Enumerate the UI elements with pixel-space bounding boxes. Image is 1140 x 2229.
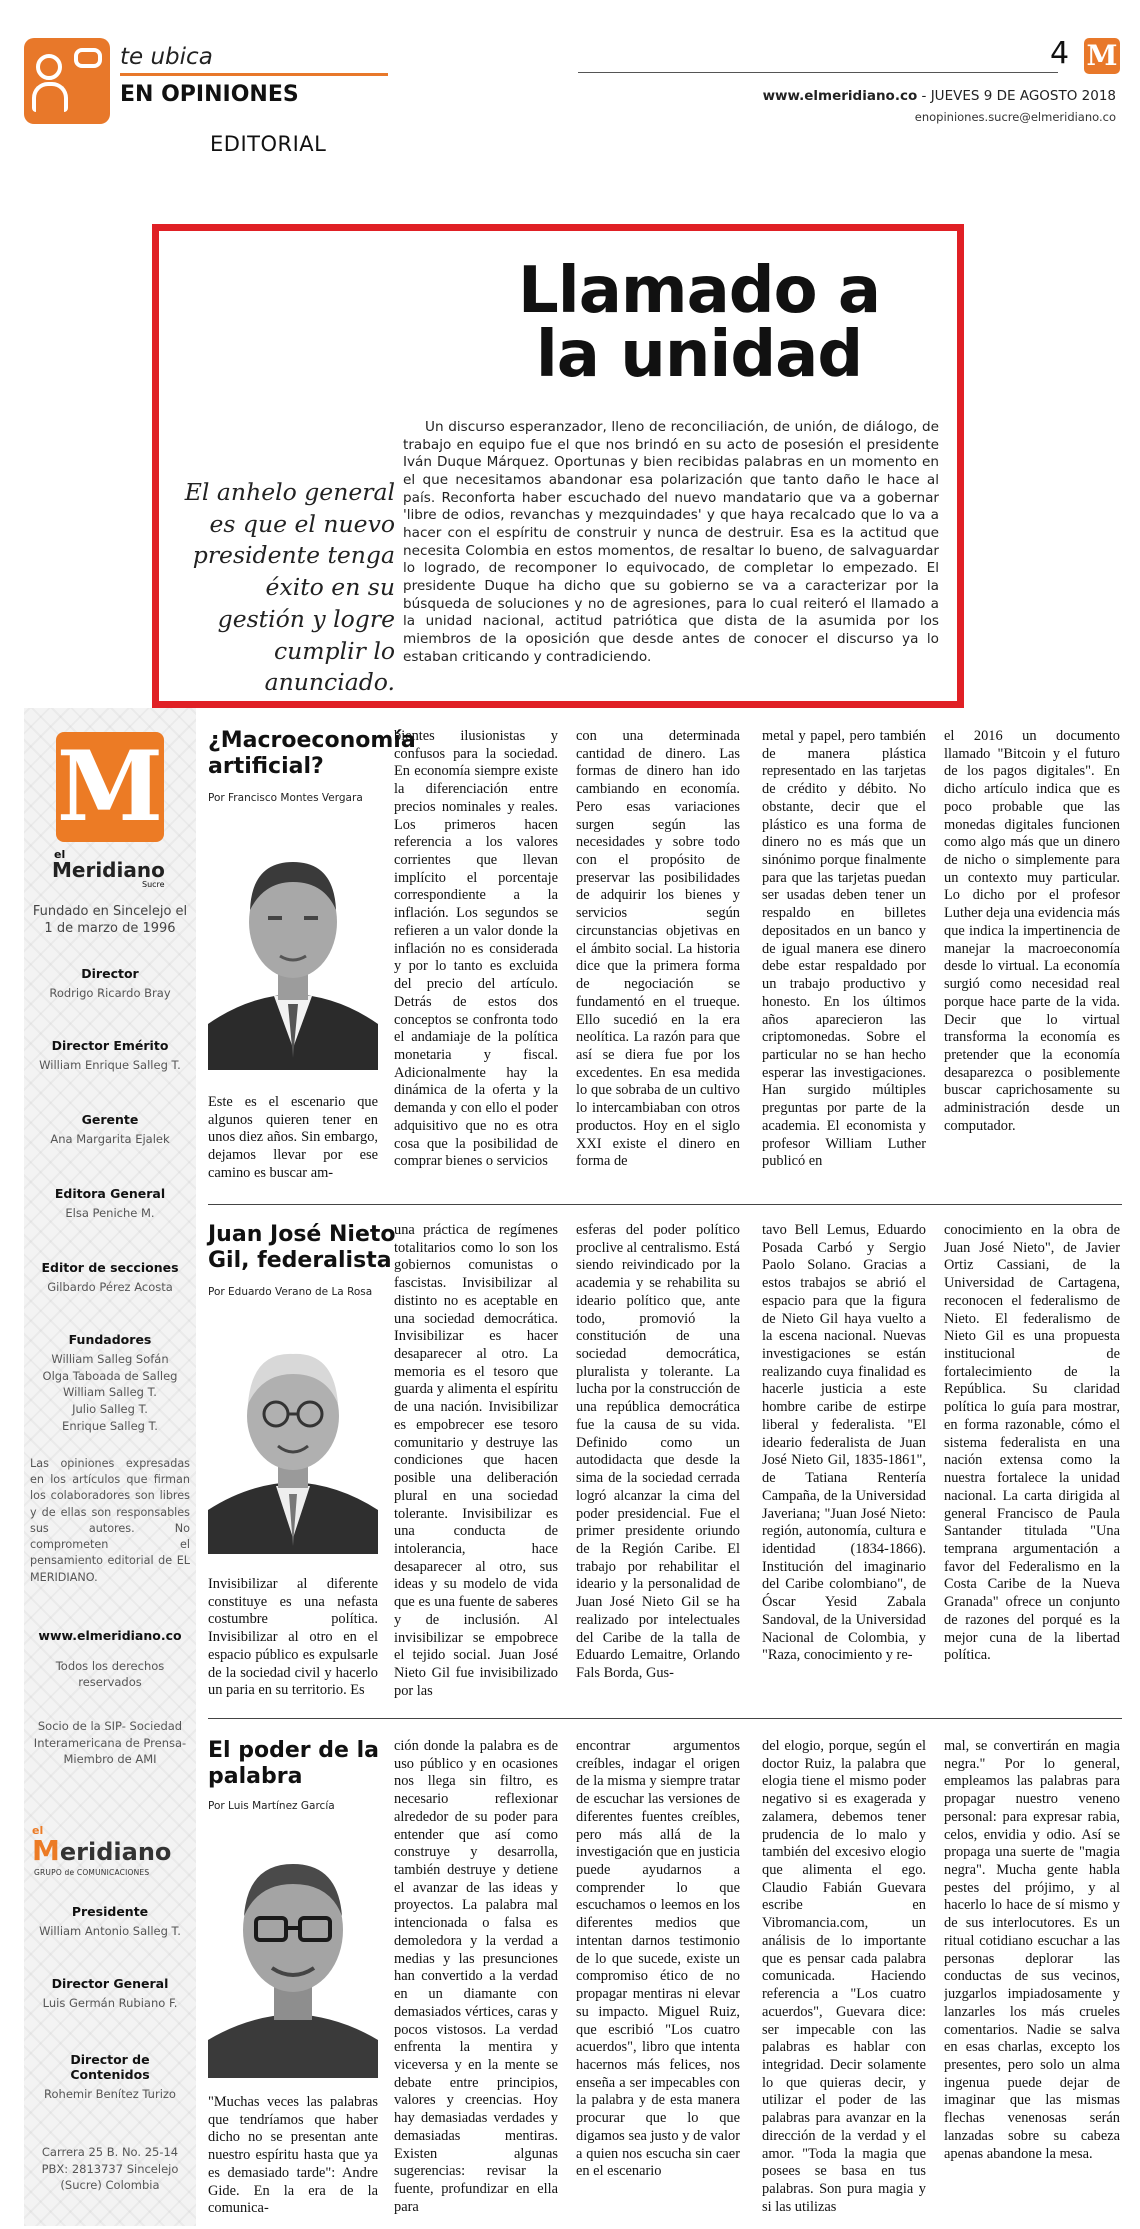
header-date: - JUEVES 9 DE AGOSTO 2018 — [917, 88, 1116, 104]
masthead-rights: Todos los derechos reservados — [55, 1659, 165, 1690]
group-director-contenidos — [28, 2052, 192, 2103]
staff-role: Presidente — [71, 1904, 149, 1919]
article-byline: Por Eduardo Verano de La Rosa — [208, 1286, 373, 1298]
masthead-logo: M — [56, 730, 164, 843]
article-column: encontrar argumentos creíbles, indagar el origen de la misma y siempre tratar de escuchar las versiones de diferentes fuentes creíbles, pero más allá de la investigación que en justicia puede ayudarnos a comprender lo que escuchamos o leemos en los diferentes medios que intentan darnos testimonio de lo que sucede, existe un compromiso ético de no propagar mentiras ni elevar su impacto. Miguel Ruiz, que escribió "Los cuatro acuerdos", libro que intenta hacernos más felices, nos enseña a ser impecables con la palabra y de esta manera procurar que lo que digamos sea justo y de valor a quien nos escucha sin caer en el escenario — [576, 1738, 740, 2180]
article-column: metal y papel, pero también de manera plástica representado en las tarjetas de crédito y débito. No obstante, decir que el plástico es una forma de dinero no es más que un sinónimo porque finalmente para que las tarjetas puedan ser usadas deben tener un respaldo en billetes depositados en un banco y de igual manera ese dinero debe estar respaldado por un trabajo productivo y honesto. En los últimos años aparecieron las criptomonedas. Sobre el particular no se han hecho esperar las investigaciones. Han surgido múltiples preguntas por parte de la academia. El economista y profesor William Luther publicó en — [762, 728, 926, 1170]
person-body-icon — [32, 82, 68, 112]
page-number: 4 — [1050, 36, 1070, 71]
article-title: ¿Macroeconomía artificial? — [208, 728, 416, 779]
article-column: con una determinada cantidad de dinero. Las formas de dinero han ido cambiando en economía. Pero esas variaciones surgen según las necesidades y sobre todo con el propósito de preservar las posibilidades de adquirir los bienes y servicios según circunstancias objetivas en el ámbito social. La historia dice que la primera forma de negociación se fundamentó en el trueque. Ello sucedió en la era neolítica. La razón para que así se diera fue por los excedentes. En esa medida lo que sobraba de un cultivo lo intercambiaban con otros productos. Hoy en el siglo XXI existe el dinero en forma de — [576, 728, 740, 1170]
staff-director — [28, 966, 192, 1002]
article-byline: Por Luis Martínez García — [208, 1800, 335, 1812]
editorial-box — [152, 224, 964, 708]
tagline-underline — [120, 73, 388, 76]
group-director-general — [28, 1976, 192, 2012]
person-icon — [36, 54, 62, 80]
staff-names: Elsa Peniche M. — [65, 1206, 155, 1220]
author-photo — [208, 1318, 378, 1554]
group-logo-prefix: el — [32, 1824, 44, 1837]
masthead-disclaimer: Las opiniones expresadas en los artículos que firman los colaboradores son libres y de ellas son responsables sus autores. No comprometen el pensamiento editorial de EL MERIDIANO. — [30, 1457, 190, 1584]
masthead-sip: Socio de la SIP- Sociedad Interamericana de Prensa- Miembro de AMI — [33, 1719, 187, 1767]
author-portrait-icon — [208, 1318, 378, 1554]
staff-names: Ana Margarita Ejalek — [50, 1132, 170, 1146]
article-title: Juan José Nieto Gil, federalista — [208, 1222, 396, 1273]
chat-bubble-icon — [74, 48, 102, 68]
staff-editor-secciones — [28, 1260, 192, 1296]
article-column: Invisibilizar al diferente constituye es una nefasta costumbre política. Invisibilizar al otro en el espacio público es expulsarle de la sociedad civil y hacerlo un paria en su territorio. Es — [208, 1576, 378, 1699]
staff-names: Gilbardo Pérez Acosta — [47, 1280, 173, 1294]
staff-role: Editora General — [54, 1186, 166, 1201]
article-separator — [208, 1204, 1122, 1205]
brand-logo: M — [1084, 38, 1120, 74]
article-column: conocimiento en la obra de Juan José Nieto", de Javier Ortiz Cassiani, de la Universidad de Cartagena, reconocen el federalismo de Nieto. El federalismo de Nieto Gil es una propuesta institucional de fortalecimiento de la República. Su claridad política lo guía para mostrar, en forma razonable, cómo el sistema federalista en una nación extensa como la nuestra fortalece la unidad nacional. La carta dirigida al general Francisco de Paula Santander titulada "Una temprana argumentación a favor del Federalismo en la Costa Caribe de la Nueva Granada" ofrece un conjunto de razones del porqué es la mejor cuna de la libertad política. — [944, 1222, 1120, 1664]
staff-role: Director — [81, 966, 139, 981]
author-portrait-icon — [208, 818, 378, 1070]
masthead-founded: Fundado en Sincelejo el 1 de marzo de 1996 — [32, 904, 188, 936]
masthead-address: Carrera 25 B. No. 25-14 PBX: 2813737 Sincelejo (Sucre) Colombia — [41, 2145, 179, 2193]
masthead-brand-name: Meridiano — [52, 858, 165, 882]
author-portrait-icon — [208, 1826, 378, 2078]
masthead-website[interactable]: www.elmeridiano.co — [38, 1628, 182, 1643]
staff-role: Director Emérito — [51, 1038, 169, 1053]
staff-role: Fundadores — [68, 1332, 152, 1347]
editorial-pullquote: El anhelo general es que el nuevo presidente tenga éxito en su gestión y logre cumplir lo anunciado. — [184, 478, 395, 697]
header-website[interactable]: www.elmeridiano.co — [762, 88, 918, 104]
staff-gerente — [28, 1112, 192, 1148]
group-logo-subtitle: GRUPO de COMUNICACIONES — [34, 1868, 150, 1877]
section-logo — [24, 38, 110, 124]
group-presidente — [28, 1904, 192, 1940]
header-date-line — [763, 88, 1116, 104]
header-rule — [578, 72, 1058, 73]
editorial-body: Un discurso esperanzador, lleno de reconciliación, de unión, de diálogo, de trabajo en equipo fue el que nos brindó en su acto de posesión el presidente Iván Duque Márquez. Oportunas y bien recibidas palabras en un momento en el que necesitamos abandonar esa polarización que tanto daño le hace al país. Reconforta haber escuchado del nuevo mandatario que va a gobernar 'libre de odios, revanchas y mezquindades' y que haya recalcado que lo va a hacer con el espíritu de construir y nunca de destruir. Esa es la actitud que necesita Colombia en estos momentos, de resaltar lo bueno, de salvaguardar lo logrado, de recomponer lo equivocado, de completar lo empezado. El presidente Duque ha dicho que su gobierno se va a caracterizar por la búsqueda de soluciones y no de agresiones, para lo cual reiteró el llamado a la unidad nacional, actitud patriótica que dista de la asumida por los miembros de la oposición que desde antes de conocer el discurso ya lo estaban criticando y contradiciendo. — [403, 419, 939, 665]
group-logo-name: eridiano — [59, 1838, 172, 1866]
editorial-title — [459, 254, 939, 392]
staff-names: Rodrigo Ricardo Bray — [49, 986, 171, 1000]
header-email[interactable]: enopiniones.sucre@elmeridiano.co — [914, 110, 1116, 124]
masthead-brand-region: Sucre — [142, 880, 165, 889]
article-column: el 2016 un documento llamado "Bitcoin y el futuro de los pagos digitales". En dicho artículo indica que es poco probable que las monedas digitales funcionen como algo más que un dinero de nicho o simplemente para un contexto muy particular. Lo dicho por el profesor Luther deja una evidencia más que indica la impertinencia de manejar la macroeconomía desde lo virtual. La economía surgió como necesidad real porque hace parte de la vida. Decir que lo virtual transforma la economía es pretender que la economía desaparezca o posiblemente buscar caprichosamente su administración desde un computador. — [944, 728, 1120, 1134]
article-column: tavo Bell Lemus, Eduardo Posada Carbó y Sergio Paolo Solano. Gracias a estos trabajos se abrió el espacio para que la figura de Nieto Gil haya vuelto a la escena nacional. Nuevas investigaciones se están realizando cuya finalidad es hacerle justicia a este hombre caribe de estirpe liberal y federalista. "El ideario federalista de Juan José Nieto Gil, 1835-1861", de Tatiana Rentería Campaña, de la Universidad Javeriana; "Juan José Nieto: región, autonomía, cultura e identidad (1834-1866). Institución del imaginario del Caribe colombiano", de Óscar Yesid Zabala Sandoval, de la Universidad Nacional de Colombia, y "Raza, conocimiento y re- — [762, 1222, 926, 1664]
author-photo — [208, 1826, 378, 2078]
article-column: una práctica de regímenes totalitarios como lo son los gobiernos comunistas o fascistas. Invisibilizar al distinto no es aceptable en una sociedad democrática. Invisibilizar es hacer desaparecer al otro. La memoria es el tesoro que guarda y alimenta el espíritu de una nación. Invisibilizar es empobrecer ese tesoro comunitario y destruye las condiciones que hacen posible una deliberación plural en una sociedad tolerante. Invisibilizar es una conducta de intolerancia, hace desaparecer al otro, sus ideas y su modelo de vida que es una fuente de saberes y de inclusión. Al invisibilizar se empobrece el tejido social. Juan José Nieto Gil fue invisibilizado por las — [394, 1222, 558, 1699]
staff-names: Luis Germán Rubiano F. — [42, 1996, 178, 2010]
staff-role: Director General — [51, 1976, 169, 1991]
group-logo — [32, 1824, 192, 1877]
article-column: ción donde la palabra es de uso público y en ocasiones nos llega sin filtro, es necesario reflexionar alrededor de su poder para entender que así como construye y desarrolla, también destruye y detiene el avanzar de las ideas y proyectos. La palabra mal intencionada o falsa es demoledora y la verdad a medias y las presunciones han convertido a la verdad en un diamante con demasiados vértices, caras y pocos vistosos. La verdad enfrenta la mentira y viceversa y en la mente se debate entre principios, valores y creencias. Hoy hay demasiadas verdades y demasiadas mentiras. Existen algunas sugerencias: revisar la fuente, profundizar en ella para — [394, 1738, 558, 2215]
article-column: del elogio, porque, según el doctor Ruiz, la palabra que elogia tiene el mismo poder negativo si es exagerada y zalamera, debemos tener prudencia de lo malo y también del excesivo elogio que alimenta el ego. Claudio Fabián Guevara escribe en Vibromancia.com, un análisis de lo importante que es pensar cada palabra comunicada. Haciendo referencia a "Los cuatro acuerdos", Guevara dice: ser impecable con las palabras es hablar con integridad. Decir solamente lo que quieras decir, y utilizar el poder de las palabras para avanzar en la dirección de la verdad y el amor. "Toda la magia que posees se basa en tus palabras. Son pura magia y si las utilizas — [762, 1738, 926, 2215]
section-tagline: te ubica — [120, 44, 213, 70]
masthead-sidebar — [24, 708, 196, 2226]
staff-names: William Antonio Salleg T. — [39, 1924, 181, 1938]
group-logo-m: M — [32, 1834, 60, 1867]
staff-editora-general — [28, 1186, 192, 1222]
staff-fundadores — [28, 1332, 192, 1434]
staff-role: Gerente — [81, 1112, 139, 1127]
article-column: Este es el escenario que algunos quieren tener en unos diez años. Sin embargo, dejamos llevar por ese camino es buscar am- — [208, 1094, 378, 1181]
article-column: mal, se convertirán en magia negra." Por lo general, empleamos las palabras para propagar nuestro veneno personal: para expresar rabia, celos, envidia y odio. Así se propaga una suerte de "magia negra". Mucha gente habla pestes del prójimo, y al hacerlo lo hace de sí mismo y de sus interlocutores. Es un ritual cotidiano escuchar a las personas deplorar las conductas de sus vecinos, juzgarlos impiadosamente y lanzarles los más crueles comentarios. Nadie se salva en esas charlas, excepto los presentes, pero solo un alma ingenua puede dejar de imaginar que las mismas flechas venenosas serán lanzadas sobre su cabeza apenas abandone la mesa. — [944, 1738, 1120, 2162]
article-column: esferas del poder político proclive al centralismo. Está siendo reivindicado por la academia y se rehabilita su ideario político que, ante todo, promovió la constitución de una sociedad democrática, pluralista y tolerante. La lucha por la construcción de una república democrática fue la causa de su vida. Definido como un autodidacta que desde la sima de la sociedad cerrada logró alcanzar la cima del poder presidencial. Fue el primer presidente oriundo de la Región Caribe. El trabajo por rehabilitar el ideario y la personalidad de Juan José Nieto Gil se ha realizado por intelectuales del Caribe de la talla de Eduardo Lemaitre, Orlando Fals Borda, Gus- — [576, 1222, 740, 1681]
staff-names: William Salleg Sofán Olga Taboada de Salleg William Salleg T. Julio Salleg T. Enrique Salleg T. — [42, 1352, 178, 1433]
staff-role: Director de Contenidos — [70, 2052, 150, 2082]
article-byline: Por Francisco Montes Vergara — [208, 792, 363, 804]
masthead-brand-prefix: el — [54, 848, 66, 861]
editorial-title-line2: la unidad — [535, 318, 863, 392]
staff-names: Rohemir Benítez Turizo — [44, 2087, 176, 2101]
article-column: bientes ilusionistas y confusos para la sociedad. En economía siempre existe la diferenciación entre precios nominales y reales. Los primeros hacen referencia a los valores corrientes que llevan implícito el porcentaje correspondiente a la inflación. Los segundos se refieren a un valor donde la inflación no es considerada y por lo tanto es excluida del precio del artículo. Detrás de estos dos conceptos se confronta todo el andamiaje de la política monetaria y fiscal. Adicionalmente hay la dinámica de la oferta y la demanda y con ello el poder adquisitivo que no es otra cosa que la posibilidad de comprar bienes o servicios — [394, 728, 558, 1170]
article-title: El poder de la palabra — [208, 1738, 379, 1789]
section-name: EN OPINIONES — [120, 82, 299, 107]
editorial-title-line1: Llamado a — [517, 254, 881, 328]
page-section-title: EDITORIAL — [210, 132, 327, 156]
article-column: "Muchas veces las palabras que tendríamos que haber dicho no se presentan ante nuestro espíritu hasta que ya es demasiado tarde": Andre Gide. En la era de la comunica- — [208, 2094, 378, 2217]
staff-names: William Enrique Salleg T. — [39, 1058, 181, 1072]
staff-director-emerito — [28, 1038, 192, 1074]
staff-role: Editor de secciones — [41, 1260, 179, 1275]
article-separator — [208, 1718, 1122, 1719]
author-photo — [208, 818, 378, 1070]
